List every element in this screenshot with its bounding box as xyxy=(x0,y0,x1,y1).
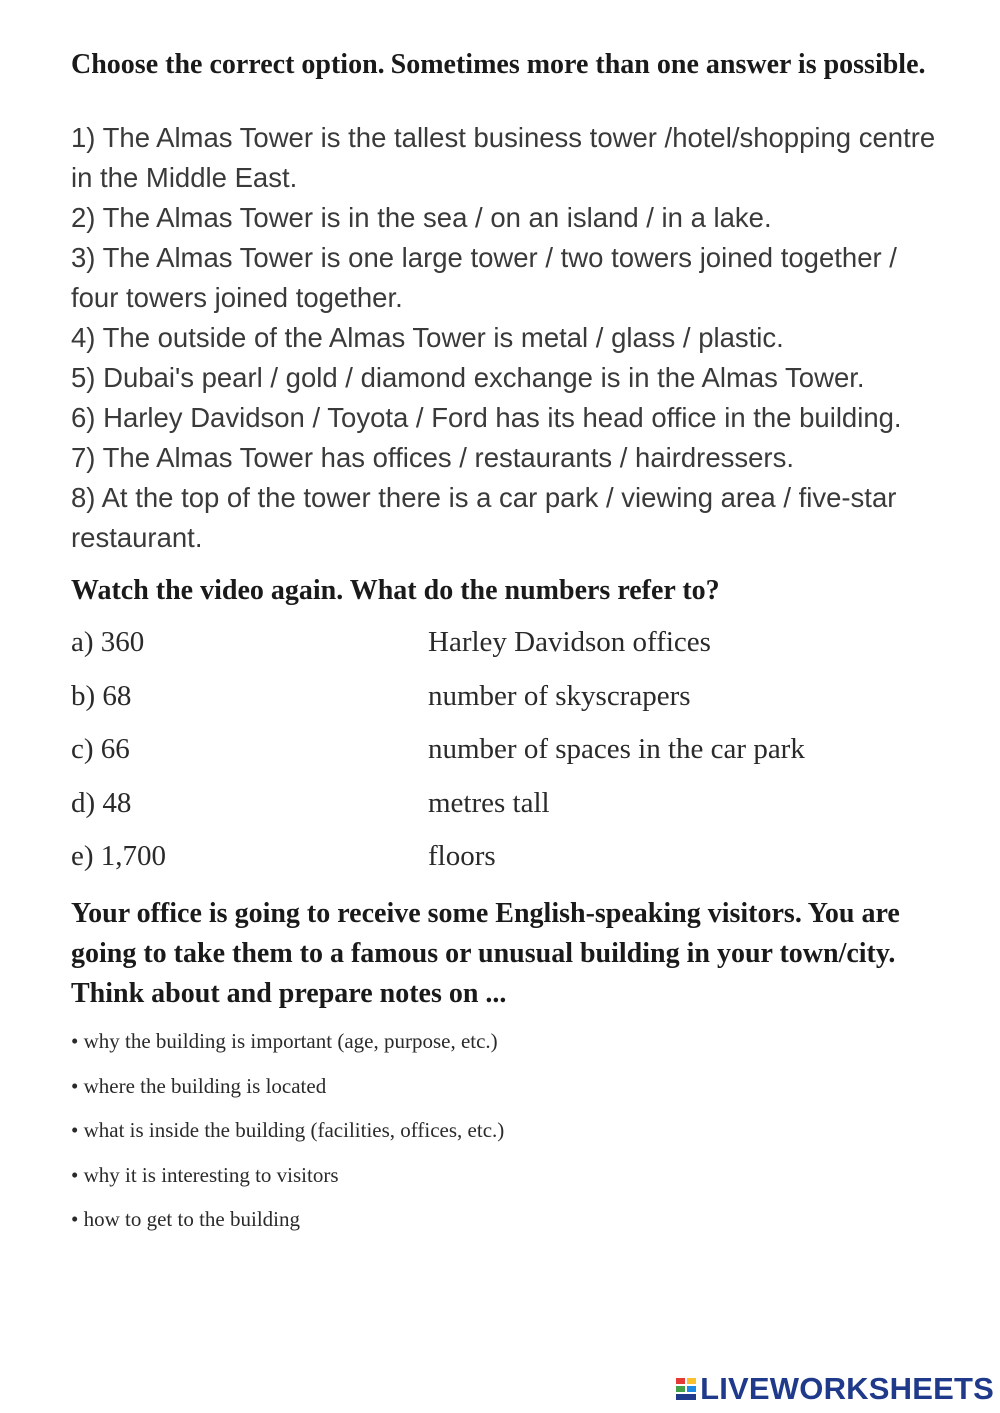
questions-list xyxy=(71,118,951,558)
liveworksheets-logo xyxy=(675,1371,994,1407)
meaning-item: number of spaces in the car park xyxy=(428,733,805,766)
liveworksheets-logo-icon xyxy=(675,1376,697,1402)
number-item: e) 1,700 xyxy=(71,840,167,873)
numbers-heading: Watch the video again. What do the numbers refer to? xyxy=(71,575,720,606)
question-2: 2) The Almas Tower is in the sea / on an island / in a lake. xyxy=(71,202,772,233)
brand-name: LIVEWORKSHEETS xyxy=(700,1371,994,1406)
number-item: d) 48 xyxy=(71,786,132,819)
bullet-item: • why the building is important (age, purpose, etc.) xyxy=(71,1029,498,1054)
question-5: 5) Dubai's pearl / gold / diamond exchange is in the Almas Tower. xyxy=(71,362,865,393)
bullet-item: • what is inside the building (facilities, offices, etc.) xyxy=(71,1118,505,1143)
meaning-item: Harley Davidson offices xyxy=(428,626,711,659)
question-7: 7) The Almas Tower has offices / restaurants / hairdressers. xyxy=(71,442,794,473)
number-item: c) 66 xyxy=(71,733,130,766)
instructions-part1: Choose the correct option. xyxy=(71,49,385,80)
numbers-matching-table xyxy=(71,616,951,884)
numbers-row xyxy=(71,777,951,831)
number-item: b) 68 xyxy=(71,679,132,712)
question-1: 1) The Almas Tower is the tallest business tower /hotel/shopping centre in the Middle East. xyxy=(71,122,936,193)
bullet-item: • how to get to the building xyxy=(71,1207,301,1232)
meaning-item: number of skyscrapers xyxy=(428,679,691,712)
numbers-row xyxy=(71,670,951,724)
meaning-item: metres tall xyxy=(428,786,550,819)
numbers-row xyxy=(71,723,951,777)
bullet-item: • why it is interesting to visitors xyxy=(71,1162,339,1187)
meaning-item: floors xyxy=(428,840,496,873)
question-6: 6) Harley Davidson / Toyota / Ford has its head office in the building. xyxy=(71,402,902,433)
bullet-item: • where the building is located xyxy=(71,1073,327,1098)
question-3: 3) The Almas Tower is one large tower / two towers joined together / four towers joined together. xyxy=(71,242,897,313)
numbers-row xyxy=(71,616,951,670)
number-item: a) 360 xyxy=(71,626,145,659)
instructions-part2: Sometimes more than one answer is possible. xyxy=(390,49,926,80)
task-heading: Your office is going to receive some English-speaking visitors. You are going to take them to a famous or unusual building in your town/city. Think about and prepare notes on ... xyxy=(71,897,900,1009)
numbers-row xyxy=(71,830,951,884)
question-8: 8) At the top of the tower there is a car park / viewing area / five-star restaurant. xyxy=(71,482,897,553)
question-4: 4) The outside of the Almas Tower is metal / glass / plastic. xyxy=(71,322,784,353)
instructions-heading xyxy=(71,46,951,84)
worksheet-page xyxy=(71,46,951,1242)
notes-bullet-list xyxy=(71,1020,951,1243)
